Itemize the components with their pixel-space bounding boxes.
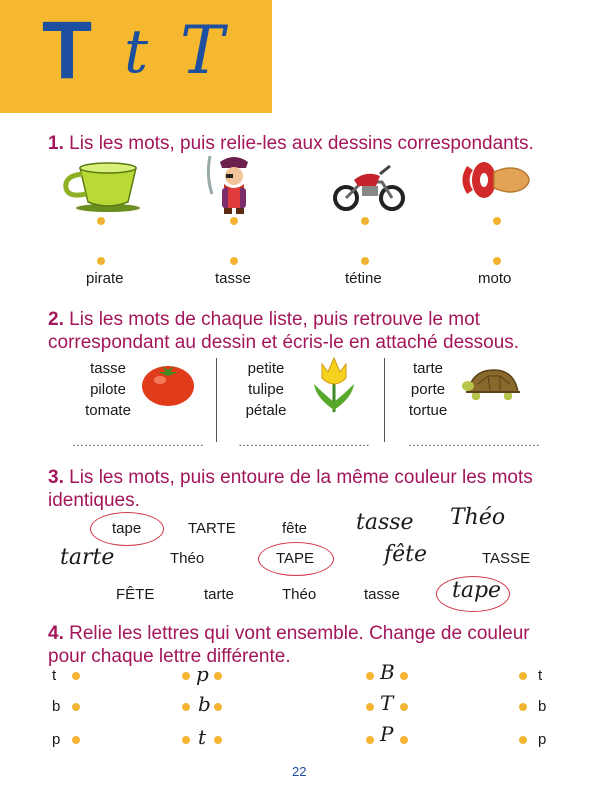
- ex4-letter: b: [538, 698, 547, 715]
- pirate-icon: [198, 152, 268, 214]
- ex4-dot[interactable]: [72, 672, 80, 680]
- ex3-number: 3.: [48, 467, 64, 488]
- ex1-picture-dot[interactable]: [230, 217, 238, 225]
- ex1-word: pirate: [86, 270, 124, 287]
- ex3-word[interactable]: Théo: [450, 505, 506, 530]
- divider: [384, 358, 385, 442]
- ex4-dot[interactable]: [519, 672, 527, 680]
- ex4-letter: t: [538, 667, 543, 684]
- ex4-letter: P: [380, 722, 394, 746]
- ex3-word[interactable]: fête: [384, 542, 428, 567]
- ex1-word-dot[interactable]: [230, 257, 238, 265]
- ex4-letter: t: [52, 667, 57, 684]
- ex1-instruction: [48, 132, 534, 155]
- ex3-text-line2: identiques.: [48, 490, 140, 511]
- ex3-word[interactable]: tasse: [364, 586, 400, 603]
- ex4-dot[interactable]: [366, 672, 374, 680]
- ex2-list-2: [238, 358, 294, 421]
- ex4-letter: p: [196, 662, 209, 686]
- ex1-number: 1.: [48, 133, 64, 154]
- ex2-number: 2.: [48, 309, 64, 330]
- ex4-dot[interactable]: [400, 672, 408, 680]
- ex4-dot[interactable]: [366, 736, 374, 744]
- pacifier-icon: [460, 158, 536, 204]
- ex4-instruction: [48, 622, 530, 668]
- ex4-dot[interactable]: [400, 703, 408, 711]
- letter-script-lower: t: [124, 17, 149, 87]
- ex4-dot[interactable]: [214, 736, 222, 744]
- ex3-word[interactable]: tarte: [60, 545, 115, 570]
- list-item: petite: [247, 360, 285, 377]
- ex1-word-dot[interactable]: [361, 257, 369, 265]
- ex1-word-dot[interactable]: [97, 257, 105, 265]
- ex4-number: 4.: [48, 623, 64, 644]
- ex2-answer-line[interactable]: ……………………………: [408, 435, 540, 449]
- ex4-letter: T: [380, 691, 394, 715]
- ex4-dot[interactable]: [72, 703, 80, 711]
- ex3-word[interactable]: TASSE: [482, 550, 531, 567]
- ex2-text-line2: correspondant au dessin et écris-le en attaché dessous.: [48, 332, 520, 353]
- ex1-picture-dot[interactable]: [493, 217, 501, 225]
- ex4-text-line2: pour chaque lettre différente.: [48, 646, 291, 667]
- ex4-letter: B: [380, 660, 395, 684]
- ex2-list-3: [404, 358, 452, 421]
- ex3-word[interactable]: tarte: [204, 586, 235, 603]
- ex1-picture-dot[interactable]: [361, 217, 369, 225]
- ex1-word: moto: [478, 270, 512, 287]
- ex4-dot[interactable]: [182, 736, 190, 744]
- ex1-word: tasse: [215, 270, 251, 287]
- ex4-letter: p: [52, 731, 61, 748]
- list-item: pilote: [90, 381, 126, 398]
- ex1-text: Lis les mots, puis relie-les aux dessins correspondants.: [69, 133, 534, 154]
- ex2-answer-line[interactable]: ……………………………: [238, 435, 370, 449]
- list-item: tasse: [90, 360, 126, 377]
- list-item: tulipe: [248, 381, 284, 398]
- ex4-letter: t: [198, 725, 207, 749]
- ex1-word-dot[interactable]: [493, 257, 501, 265]
- tomato-icon: [140, 356, 196, 408]
- page-number: 22: [292, 764, 307, 779]
- ex4-dot[interactable]: [214, 672, 222, 680]
- ex4-letter: b: [52, 698, 61, 715]
- tulip-icon: [310, 354, 358, 416]
- list-item: tarte: [412, 360, 443, 377]
- letter-script-upper: T: [180, 12, 225, 89]
- letter-print: T: [42, 5, 93, 96]
- turtle-icon: [460, 364, 528, 406]
- ex2-answer-line[interactable]: ……………………………: [72, 435, 204, 449]
- ex3-word[interactable]: tape: [452, 578, 502, 603]
- ex4-dot[interactable]: [519, 703, 527, 711]
- ex4-letter: p: [538, 731, 547, 748]
- ex2-text-line1: Lis les mots de chaque liste, puis retrouve le mot: [69, 309, 480, 330]
- ex3-word[interactable]: fête: [282, 520, 308, 537]
- motorbike-icon: [332, 160, 406, 212]
- ex4-letter: b: [198, 692, 211, 716]
- ex3-word[interactable]: tape: [112, 520, 142, 537]
- ex3-word[interactable]: tasse: [356, 510, 414, 535]
- ex4-dot[interactable]: [400, 736, 408, 744]
- list-item: tomate: [85, 402, 131, 419]
- ex4-dot[interactable]: [182, 672, 190, 680]
- ex4-dot[interactable]: [72, 736, 80, 744]
- ex3-text-line1: Lis les mots, puis entoure de la même couleur les mots: [69, 467, 533, 488]
- divider: [216, 358, 217, 442]
- ex3-word[interactable]: Théo: [282, 586, 317, 603]
- ex2-instruction: [48, 308, 519, 354]
- ex1-picture-dot[interactable]: [97, 217, 105, 225]
- ex3-word[interactable]: TARTE: [188, 520, 236, 537]
- ex3-word[interactable]: FÊTE: [116, 586, 155, 603]
- ex4-dot[interactable]: [214, 703, 222, 711]
- list-item: porte: [410, 381, 446, 398]
- ex2-list-1: [76, 358, 140, 421]
- list-item: tortue: [408, 402, 448, 419]
- ex3-word[interactable]: TAPE: [276, 550, 315, 567]
- ex4-dot[interactable]: [366, 703, 374, 711]
- ex1-word: tétine: [345, 270, 382, 287]
- ex4-dot[interactable]: [182, 703, 190, 711]
- list-item: pétale: [245, 402, 287, 419]
- ex4-text-line1: Relie les lettres qui vont ensemble. Change de couleur: [69, 623, 530, 644]
- ex4-dot[interactable]: [519, 736, 527, 744]
- cup-icon: [58, 160, 143, 212]
- ex3-word[interactable]: Théo: [170, 550, 205, 567]
